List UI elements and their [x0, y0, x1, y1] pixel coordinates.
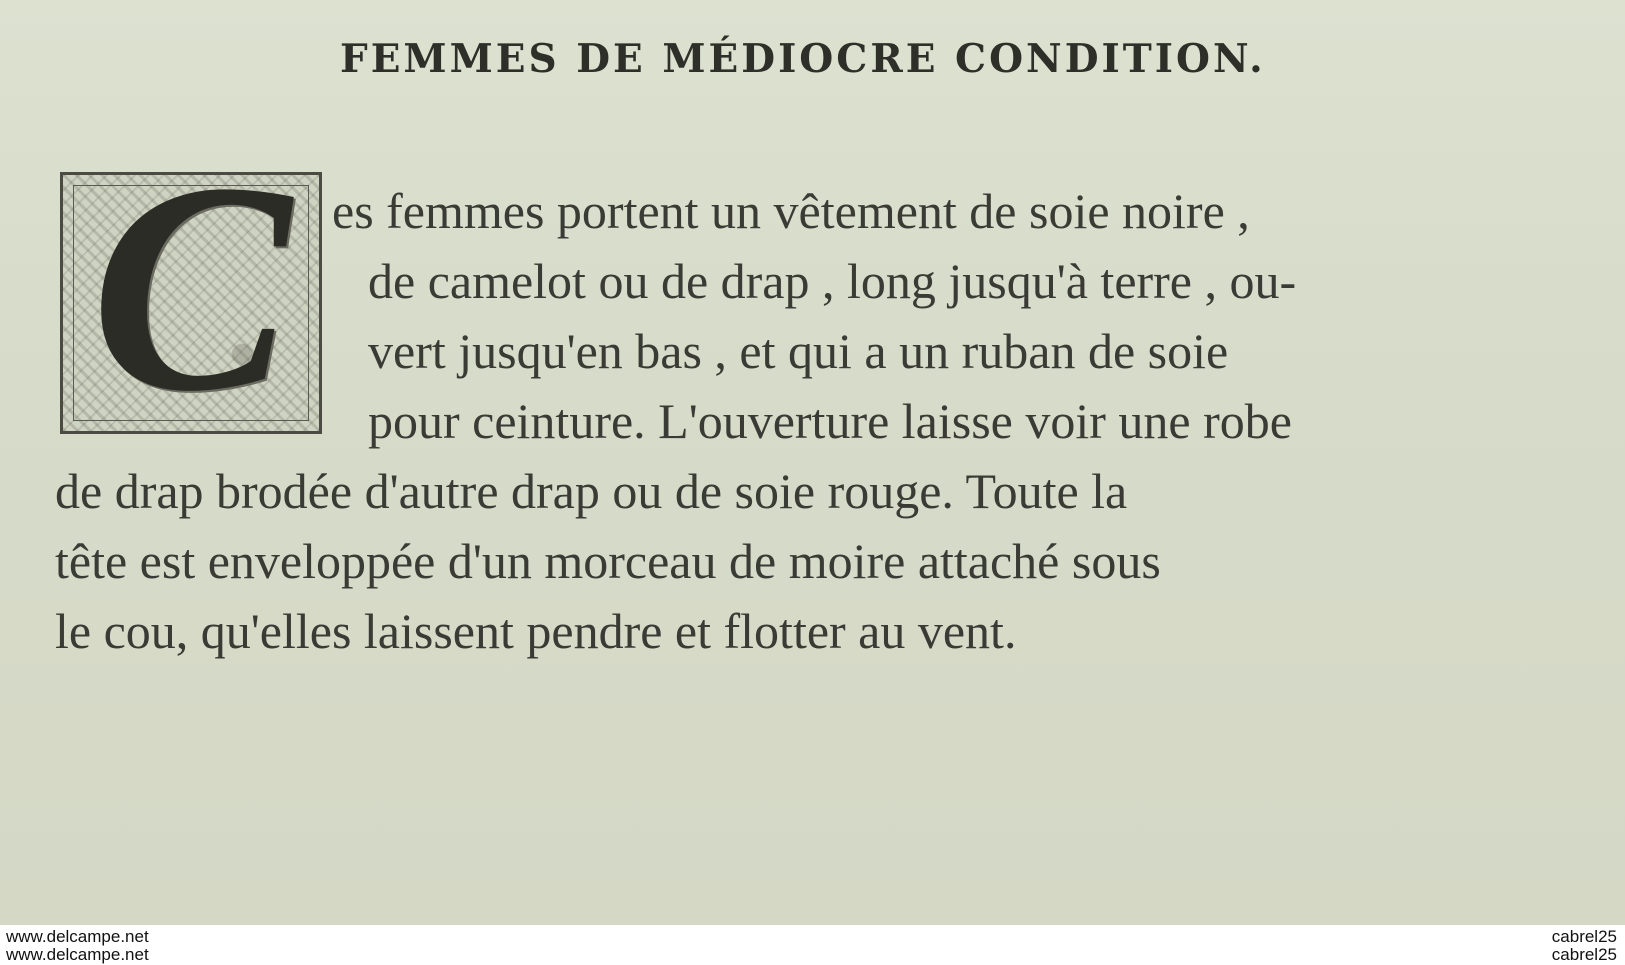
text-line-7: le cou, qu'elles laissent pendre et flotter au vent. — [55, 603, 1017, 659]
watermark-site-2: www.delcampe.net — [6, 945, 149, 964]
text-line-4: pour ceinture. L'ouverture laisse voir une robe — [368, 393, 1292, 449]
text-line-3: vert jusqu'en bas , et qui a un ruban de soie — [368, 323, 1229, 379]
watermark-bar — [0, 925, 1625, 965]
ornamental-dropcap — [60, 172, 322, 434]
watermark-site-1: www.delcampe.net — [6, 927, 149, 946]
page-title: FEMMES DE MÉDIOCRE CONDITION. — [340, 36, 1266, 82]
dropcap-letter: C — [90, 172, 292, 434]
text-line-6: tête est enveloppée d'un morceau de moire attaché sous — [55, 533, 1161, 589]
text-line-5: de drap brodée d'autre drap ou de soie rouge. Toute la — [55, 463, 1128, 519]
watermark-user-2: cabrel25 — [1551, 945, 1617, 964]
text-line-1: es femmes portent un vêtement de soie noire , — [332, 183, 1250, 239]
watermark-user-1: cabrel25 — [1551, 927, 1617, 946]
text-line-2: de camelot ou de drap , long jusqu'à terre , ou- — [368, 253, 1297, 309]
